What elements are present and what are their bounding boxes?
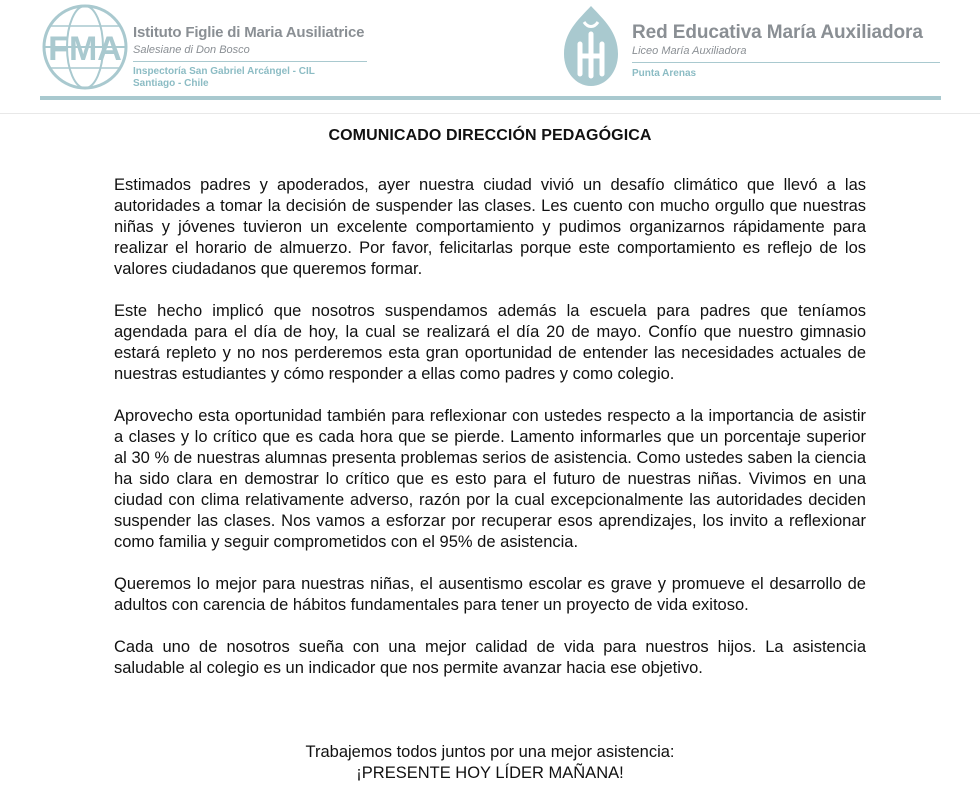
letterhead <box>0 0 980 114</box>
paragraph-2: Este hecho implicó que nosotros suspendamos además la escuela para padres que teníamos agendada para el día de hoy, la cual se realizará el día 20 de mayo. Confío que nuestro gimnasio estará repleto y no nos perderemos esta gran oportunidad de entender las necesidades actuales de nuestras estudiantes y cómo responder a ellas como padres y como colegio. <box>114 302 866 383</box>
institute-name: Istituto Figlie di Maria Ausiliatrice <box>133 24 365 41</box>
paragraph-5: Cada uno de nosotros sueña con una mejor calidad de vida para nuestros hijos. La asistencia saludable al colegio es un indicador que nos permite avanzar hacia ese objetivo. <box>114 638 866 677</box>
paragraph-4: Queremos lo mejor para nuestras niñas, el ausentismo escolar es grave y promueve el desarrollo de adultos con carencia de hábitos fundamentales para tener un proyecto de vida exitoso. <box>114 575 866 614</box>
brand-right <box>632 22 942 80</box>
brand-right-divider <box>632 62 940 63</box>
paragraph-1: Estimados padres y apoderados, ayer nuestra ciudad vivió un desafío climático que llevó a las autoridades a tomar la decisión de suspender las clases. Les cuento con mucho orgullo que nuestras niñas y jóvenes tuvieron un excelente comportamiento y pudimos organizarnos rápidamente para realizar el horario de almuerzo. Por favor, felicitarlas porque este comportamiento es reflejo de los valores ciudadanos que queremos formar. <box>114 176 866 278</box>
inspectoria-line-2: Santiago - Chile <box>133 78 209 89</box>
closing-slogan: ¡PRESENTE HOY LÍDER MAÑANA! <box>356 764 624 782</box>
document-title: COMUNICADO DIRECCIÓN PEDAGÓGICA <box>328 127 652 144</box>
inspectoria-line-1: Inspectoría San Gabriel Arcángel - CIL <box>133 66 315 77</box>
school-name: Liceo María Auxiliadora <box>632 45 747 57</box>
closing <box>0 742 980 784</box>
closing-line-1: Trabajemos todos juntos por una mejor asistencia: <box>305 743 675 761</box>
fma-logo-letters: FMA <box>48 30 122 68</box>
brand-left <box>133 24 373 90</box>
brand-left-divider <box>133 61 367 62</box>
network-name: Red Educativa María Auxiliadora <box>632 22 923 43</box>
fma-logo-icon <box>40 4 130 90</box>
institute-subtitle: Salesiane di Don Bosco <box>133 44 250 56</box>
header-rule <box>40 96 941 100</box>
red-educativa-logo-icon <box>560 4 622 88</box>
paragraph-3: Aprovecho esta oportunidad también para reflexionar con ustedes respecto a la importancia de asistir a clases y lo crítico que es cada hora que se pierde. Lamento informarles que un porcentaje superior al 30 % de nuestras alumnas presenta problemas serios de asistencia. Como ustedes saben la ciencia ha sido clara en demostrar lo crítico que es esto para el futuro de nuestras niñas. Vivimos en una ciudad con clima relativamente adverso, razón por la cual excepcionalmente las autoridades deciden suspender las clases. Nos vamos a esforzar por recuperar esos aprendizajes, los invito a reflexionar como familia y seguir comprometidos con el 95% de asistencia. <box>114 407 866 551</box>
document-body <box>114 175 866 700</box>
school-location: Punta Arenas <box>632 68 697 79</box>
